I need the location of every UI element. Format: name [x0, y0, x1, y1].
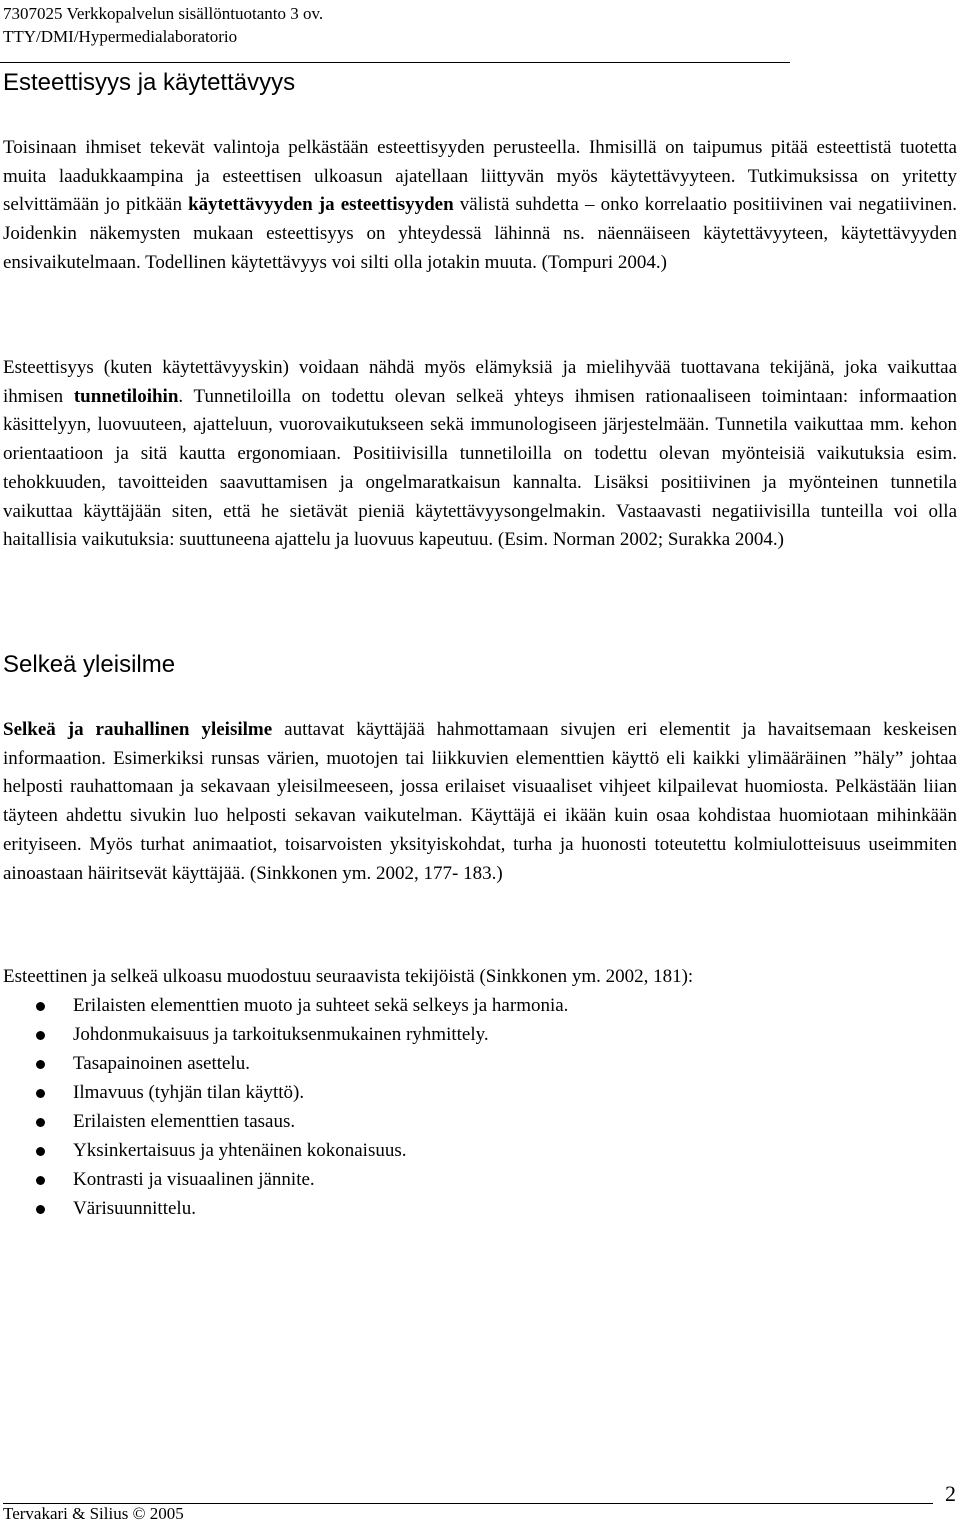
section-title-aesthetics: Esteettisyys ja käytettävyys — [3, 69, 296, 96]
department-name: TTY/DMI/Hypermedialaboratorio — [3, 27, 238, 46]
bullet-icon — [36, 1089, 45, 1098]
bullet-icon — [36, 1147, 45, 1156]
bullet-icon — [36, 1002, 45, 1011]
list-item-text: Ilmavuus (tyhjän tilan käyttö). — [73, 1082, 305, 1103]
paragraph-emotions — [3, 354, 957, 555]
paragraph-list-intro: Esteettinen ja selkeä ulkoasu muodostuu seuraavista tekijöistä (Sinkkonen ym. 2002, 181): — [3, 966, 694, 987]
section-title-clear-look: Selkeä yleisilme — [3, 651, 176, 678]
bold-term-emotional-states: tunnetiloihin — [73, 385, 179, 407]
list-item-text: Erilaisten elementtien tasaus. — [73, 1111, 296, 1132]
bullet-icon — [36, 1176, 45, 1185]
header-divider — [0, 62, 790, 63]
list-item — [0, 991, 940, 1020]
paragraph-aesthetics-intro — [3, 134, 957, 278]
list-item-text: Tasapainoinen asettelu. — [73, 1053, 250, 1074]
list-item — [0, 1107, 940, 1136]
list-item — [0, 1165, 940, 1194]
bold-term-usability-aesthetics: käytettävyyden ja esteettisyyden — [188, 194, 454, 216]
list-item-text: Erilaisten elementtien muoto ja suhteet sekä selkeys ja harmonia. — [73, 995, 569, 1016]
bullet-icon — [36, 1031, 45, 1040]
bold-term-clear-look: Selkeä ja rauhallinen yleisilme — [3, 719, 273, 740]
bullet-icon — [36, 1118, 45, 1127]
page-number: 2 — [945, 1481, 956, 1506]
text-run: . Tunnetiloilla on todettu olevan selkeä yhteys ihmisen rationaaliseen toimintaan: informaation käsittelyyn, luovuuteen, ajatteluun, vuorovaikutukseen sekä immunologiseen järjestelmään. Tunnetila vaikuttaa mm. kehon orientaatioon ja sitä kautta ergonomiaan. Positiivisilla tunnetiloilla on todettu olevan myönteisiä vaikutuksia esim. tehokkuuden, tavoitteiden saavuttamisen ja ongelmaratkaisun kannalta. Lisäksi positiivinen ja myönteinen tunnetila vaikuttaa käyttäjään siten, että he sietävät pieniä käytettävyysongelmakin. Vastaavasti negatiivisilla tunteilla voi olla haitallisia vaikutuksia: suuttuneena ajattelu ja luovuus kapeutuu. (Esim. Norman 2002; Surakka 2004.) — [3, 385, 957, 551]
list-item-text: Värisuunnittelu. — [73, 1198, 196, 1219]
text-run: Toisinaan ihmiset tekevät valintoja pelkästään esteettisyyden perusteella. Ihmisillä on taipumus pitää esteettistä tuotetta muita laadukkaampina ja esteettisen ulkoasun ajatellaan liittyvän myös käytettävyyteen. Tutkimuksissa on yritetty selvittämään jo pitkään — [3, 137, 957, 216]
footer-credit: Tervakari & Silius © 2005 — [3, 1504, 184, 1523]
list-item — [0, 1049, 940, 1078]
page-header — [3, 2, 803, 48]
text-run: välistä suhdetta – onko korrelaatio positiivinen vai negatiivinen. Joidenkin näkemysten mukaan esteettisyys on yhteydessä lähinnä ns. näennäiseen käytettävyyteen, käytettävyyden ensivaikutelmaan. Todellinen käytettävyys voi silti olla jotakin muuta. (Tompuri 2004.) — [3, 194, 957, 273]
list-item — [0, 1020, 940, 1049]
list-item — [0, 1194, 940, 1223]
text-run: Esteettisyys (kuten käytettävyyskin) voidaan nähdä myös elämyksiä ja mielihyvää tuottavana tekijänä, joka vaikuttaa ihmisen — [3, 357, 957, 407]
bullet-icon — [36, 1205, 45, 1214]
list-item — [0, 1078, 940, 1107]
factors-list — [0, 991, 940, 1223]
course-title: 7307025 Verkkopalvelun sisällöntuotanto 3 ov. — [3, 4, 324, 23]
list-item — [0, 1136, 940, 1165]
paragraph-clear-look — [3, 716, 957, 888]
list-item-text: Yksinkertaisuus ja yhtenäinen kokonaisuus. — [73, 1140, 407, 1161]
bullet-icon — [36, 1060, 45, 1069]
text-run: auttavat käyttäjää hahmottamaan sivujen eri elementit ja havaitsemaan keskeisen informaation. Esimerkiksi runsas värien, muotojen tai liikkuvien elementtien käyttö eli kaikki ylimääräinen ”häly” johtaa helposti rauhattomaan ja sekavaan yleisilmeeseen, jossa erilaiset visuaaliset vihjeet kilpailevat huomiosta. Pelkästään liian täyteen ahdettu sivukin luo helposti sekavan vaikutelman. Käyttäjä ei ikään kuin osaa kohdistaa huomiotaan mihinkään erityiseen. Myös turhat animaatiot, toisarvoisten yksityiskohdat, turha ja huonosti toteutettu kolmiulotteisuus useimmiten ainoastaan häiritsevät käyttäjää. (Sinkkonen ym. 2002, 177- 183.) — [3, 719, 957, 884]
list-item-text: Kontrasti ja visuaalinen jännite. — [73, 1169, 315, 1190]
list-item-text: Johdonmukaisuus ja tarkoituksenmukainen ryhmittely. — [73, 1024, 489, 1045]
